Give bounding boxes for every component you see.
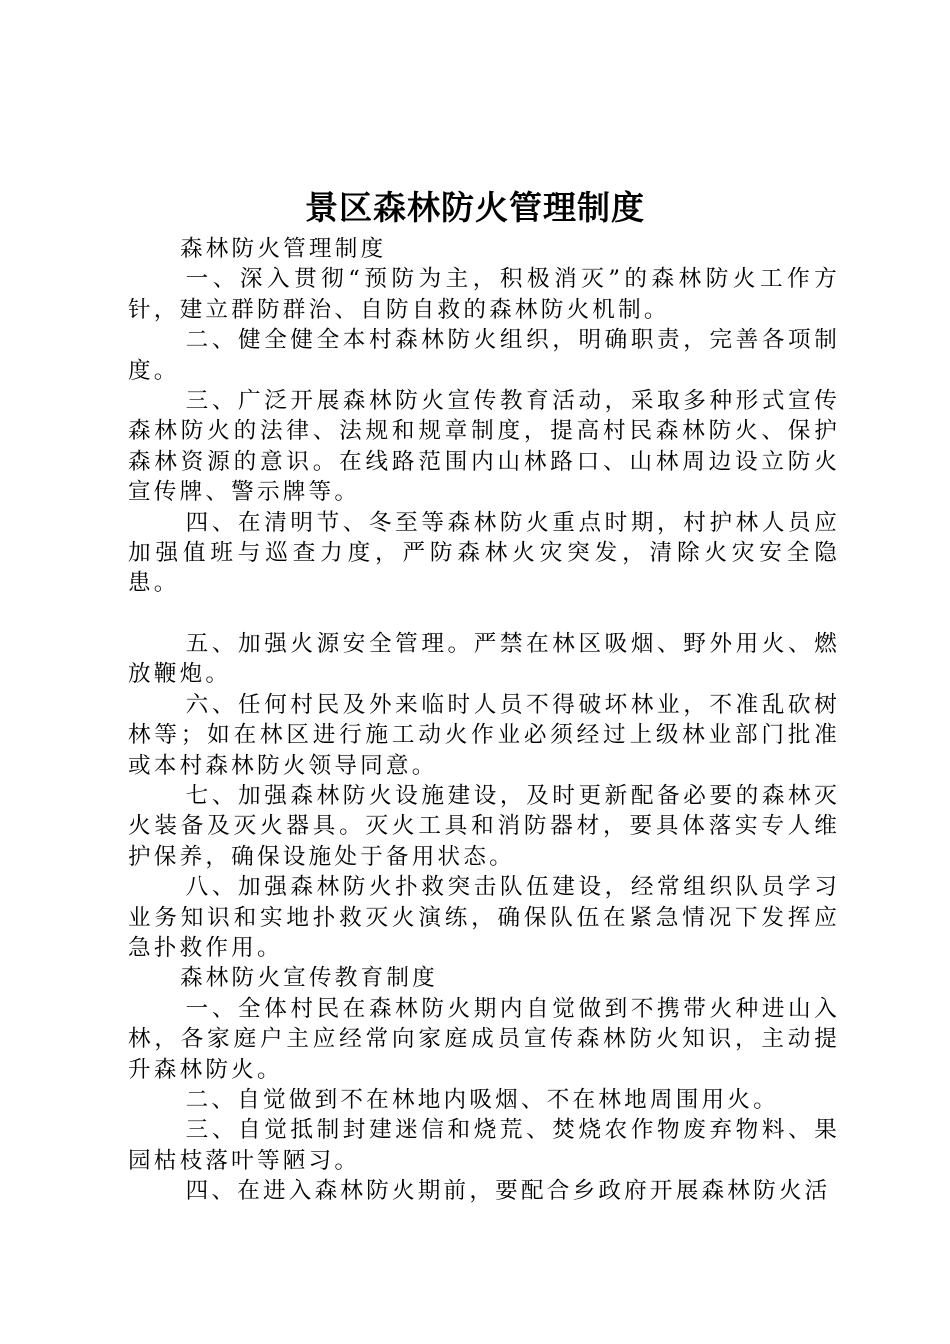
paragraph: 五、加强火源安全管理。严禁在林区吸烟、野外用火、燃放鞭炮。 bbox=[128, 630, 840, 688]
section-heading: 森林防火宣传教育制度 bbox=[179, 965, 438, 992]
paragraph: 一、全体村民在森林防火期内自觉做到不携带火种进山入林，各家庭户主应经常向家庭成员宣传森林防火知识，主动提升森林防火。 bbox=[128, 995, 840, 1083]
paragraph: 七、加强森林防火设施建设，及时更新配备必要的森林灭火装备及灭火器具。灭火工具和消防器材，要具体落实专人维护保养，确保设施处于备用状态。 bbox=[128, 782, 840, 870]
paragraph: 二、自觉做到不在林地内吸烟、不在林地周围用火。 bbox=[185, 1086, 779, 1113]
paragraph: 三、自觉抵制封建迷信和烧荒、焚烧农作物废弃物料、果园枯枝落叶等陋习。 bbox=[128, 1117, 840, 1174]
paragraph: 六、任何村民及外来临时人员不得破坏林业，不准乱砍树林等；如在林区进行施工动火作业必须经过上级林业部门批准或本村森林防火领导同意。 bbox=[128, 691, 840, 779]
document-body bbox=[128, 234, 840, 1207]
paragraph: 四、在清明节、冬至等森林防火重点时期，村护林人员应加强值班与巡查力度，严防森林火灾突发，清除火灾安全隐患。 bbox=[128, 509, 840, 597]
paragraph: 四、在进入森林防火期前，要配合乡政府开展森林防火活 bbox=[185, 1178, 831, 1205]
section-heading: 森林防火管理制度 bbox=[179, 236, 387, 262]
paragraph: 八、加强森林防火扑救突击队伍建设，经常组织队员学习业务知识和实地扑救灭火演练，确保队伍在紧急情况下发挥应急扑救作用。 bbox=[128, 874, 840, 961]
paragraph: 一、深入贯彻“预防为主，积极消灭”的森林防火工作方针，建立群防群治、自防自救的森林防火机制。 bbox=[128, 266, 840, 323]
paragraph: 三、广泛开展森林防火宣传教育活动，采取多种形式宣传森林防火的法律、法规和规章制度，提高村民森林防火、保护森林资源的意识。在线路范围内山林路口、山林周边设立防火宣传牌、警示牌等。 bbox=[128, 388, 840, 506]
document-title: 景区森林防火管理制度 bbox=[305, 188, 645, 227]
paragraph: 二、健全健全本村森林防火组织，明确职责，完善各项制度。 bbox=[128, 327, 840, 384]
